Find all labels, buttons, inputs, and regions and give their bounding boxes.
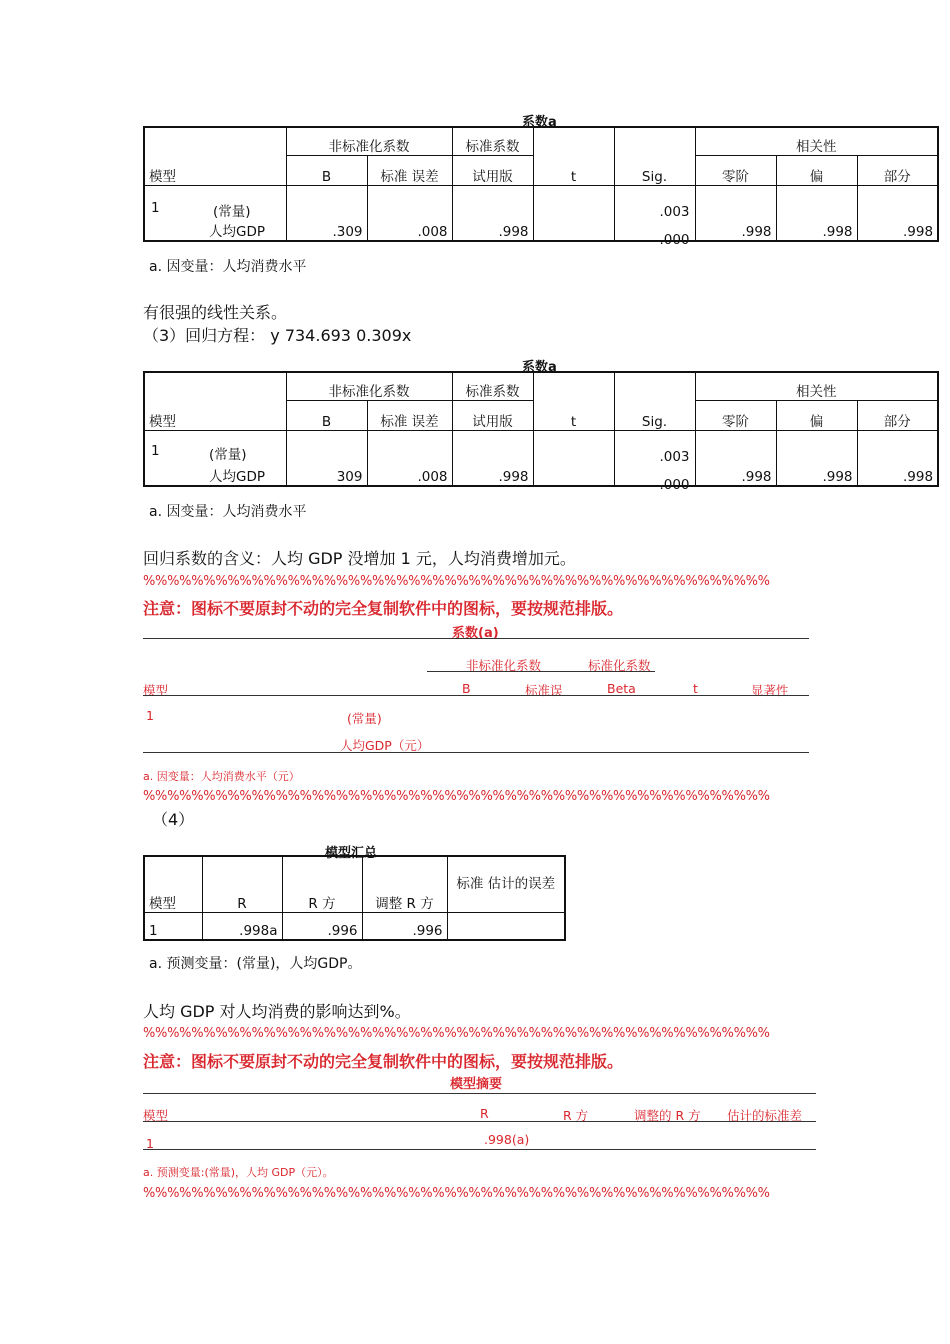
rsummary-h-r2: R 方 xyxy=(563,1108,589,1123)
rcoef-h-std: 标准化系数 xyxy=(588,658,651,673)
rcoef-h-se: 标准误 xyxy=(525,683,563,698)
coef2-partial: .998 xyxy=(776,430,857,486)
coef1-zero: .998 xyxy=(695,185,776,241)
rcoef-span-rule xyxy=(427,671,655,672)
text-part4: （4） xyxy=(152,810,195,829)
coef1-h-sig: Sig. xyxy=(614,127,695,185)
summary-h-adj: 调整 R 方 xyxy=(362,856,447,912)
rcoef-h-beta: Beta xyxy=(607,681,636,696)
coef2-h-t: t xyxy=(533,372,614,430)
coef1-h-b: B xyxy=(286,155,367,185)
coef1-se: .008 xyxy=(367,185,452,241)
rsummary-mid-rule xyxy=(143,1121,816,1122)
coef2-h-model: 模型 xyxy=(144,372,286,430)
summary-h-model: 模型 xyxy=(144,856,202,912)
coef1-h-t: t xyxy=(533,127,614,185)
rsummary-footnote: a. 预测变量:(常量)，人均 GDP（元）。 xyxy=(143,1166,334,1179)
text-linear: 有很强的线性关系。 xyxy=(143,303,288,322)
note-2: 注意：图标不要原封不动的完全复制软件中的图标，要按规范排版。 xyxy=(143,1052,624,1071)
rsummary-top-rule xyxy=(143,1093,816,1094)
coef2-h-beta: 试用版 xyxy=(452,400,533,430)
coef1-sig-cell xyxy=(614,185,695,248)
coef2-se: .008 xyxy=(367,430,452,486)
coef2-h-se: 标准 误差 xyxy=(367,400,452,430)
rsummary-h-r: R xyxy=(480,1106,489,1121)
summary-table xyxy=(143,855,566,941)
coef2-title: 系数a xyxy=(522,360,557,375)
rcoef-h-unstd: 非标准化系数 xyxy=(466,658,542,673)
coef2-h-corr: 相关性 xyxy=(695,372,938,400)
coef1-sig2: .000 xyxy=(659,232,690,248)
text-coef-meaning: 回归系数的含义：人均 GDP 没增加 1 元，人均消费增加元。 xyxy=(143,549,576,568)
coef2-row-label xyxy=(144,430,286,486)
coef1-partial: .998 xyxy=(776,185,857,241)
coef2-h-unstd: 非标准化系数 xyxy=(286,372,452,400)
coef2-sig-cell xyxy=(614,430,695,493)
summary-h-se: 标准 估计的误差 xyxy=(447,856,565,912)
rcoef-row-gdp: 人均GDP（元） xyxy=(340,738,430,753)
rsummary-h-model: 模型 xyxy=(143,1108,169,1123)
coef1-h-zero: 零阶 xyxy=(695,155,776,185)
coef1-t xyxy=(533,185,614,241)
rsummary-r: .998(a) xyxy=(484,1132,530,1147)
text-equation: （3）回归方程： y 734.693 0.309x xyxy=(143,326,412,345)
coef1-row-gdp: 人均GDP xyxy=(209,224,265,240)
summary-adj: .996 xyxy=(362,912,447,940)
coef2-b: 309 xyxy=(286,430,367,486)
coef1-h-part: 部分 xyxy=(857,155,938,185)
summary-footnote: a. 预测变量：(常量)，人均GDP。 xyxy=(149,956,362,972)
coef2-row-gdp: 人均GDP xyxy=(209,469,265,485)
coef1-h-beta: 试用版 xyxy=(452,155,533,185)
rsummary-title: 模型摘要 xyxy=(450,1077,503,1092)
coef2-h-partial: 偏 xyxy=(776,400,857,430)
rcoef-title: 系数(a) xyxy=(452,626,499,641)
rcoef-h-t: t xyxy=(693,681,698,696)
rcoef-mid-rule xyxy=(143,695,809,696)
coef2-table xyxy=(143,371,939,493)
summary-title: 模型汇总 xyxy=(325,846,378,861)
coef2-h-sig: Sig. xyxy=(614,372,695,430)
coef1-h-partial: 偏 xyxy=(776,155,857,185)
percent-line-3: %%%%%%%%%%%%%%%%%%%%%%%%%%%%%%%%%%%%%%%%%%%%%%%%%%%% xyxy=(143,1026,770,1041)
note-1: 注意：图标不要原封不动的完全复制软件中的图标，要按规范排版。 xyxy=(143,599,624,618)
rcoef-footnote: a. 因变量：人均消费水平（元） xyxy=(143,770,300,783)
rcoef-h-model: 模型 xyxy=(143,683,169,698)
coef1-h-corr: 相关性 xyxy=(695,127,938,155)
coef1-beta: .998 xyxy=(452,185,533,241)
coef1-h-se: 标准 误差 xyxy=(367,155,452,185)
coef2-row-model: 1 xyxy=(151,442,160,459)
coef1-h-unstd: 非标准化系数 xyxy=(286,127,452,155)
coef1-row-model: 1 xyxy=(151,199,160,216)
rcoef-top-rule xyxy=(143,638,809,639)
coef1-row-const: (常量) xyxy=(213,203,251,220)
summary-r2: .996 xyxy=(282,912,362,940)
summary-h-r2: R 方 xyxy=(282,856,362,912)
coef2-sig1: .003 xyxy=(659,448,690,465)
coef2-beta: .998 xyxy=(452,430,533,486)
coef1-sig1: .003 xyxy=(659,203,690,220)
rcoef-row-model: 1 xyxy=(146,708,154,723)
text-impact: 人均 GDP 对人均消费的影响达到%。 xyxy=(143,1002,411,1021)
coef2-footnote: a. 因变量：人均消费水平 xyxy=(149,504,307,520)
rcoef-bottom-rule xyxy=(143,752,809,753)
coef2-h-b: B xyxy=(286,400,367,430)
coef1-b: .309 xyxy=(286,185,367,241)
coef2-t xyxy=(533,430,614,486)
coef2-sig2: .000 xyxy=(659,477,690,493)
coef2-h-std: 标准系数 xyxy=(452,372,533,400)
rcoef-h-b: B xyxy=(462,681,471,696)
coef1-part: .998 xyxy=(857,185,938,241)
coef2-zero: .998 xyxy=(695,430,776,486)
summary-row-model: 1 xyxy=(144,912,202,940)
summary-h-r: R xyxy=(202,856,282,912)
rcoef-row-const: (常量) xyxy=(347,711,382,726)
coef2-h-part: 部分 xyxy=(857,400,938,430)
rsummary-h-se: 估计的标准差 xyxy=(727,1108,803,1123)
coef1-footnote: a. 因变量：人均消费水平 xyxy=(149,259,307,275)
coef1-h-model: 模型 xyxy=(144,127,286,185)
summary-se xyxy=(447,912,565,940)
summary-r: .998a xyxy=(202,912,282,940)
coef1-h-std: 标准系数 xyxy=(452,127,533,155)
percent-line-2: %%%%%%%%%%%%%%%%%%%%%%%%%%%%%%%%%%%%%%%%%%%%%%%%%%%% xyxy=(143,789,770,804)
percent-line-1: %%%%%%%%%%%%%%%%%%%%%%%%%%%%%%%%%%%%%%%%%%%%%%%%%%%% xyxy=(143,574,770,589)
coef2-row-const: (常量) xyxy=(209,446,247,463)
coef1-table xyxy=(143,126,939,248)
coef2-h-zero: 零阶 xyxy=(695,400,776,430)
rsummary-bottom-rule xyxy=(143,1149,816,1150)
coef1-row-label xyxy=(144,185,286,241)
rcoef-h-sig: 显著性 xyxy=(751,683,789,698)
rsummary-h-adj: 调整的 R 方 xyxy=(634,1108,701,1123)
percent-line-4: %%%%%%%%%%%%%%%%%%%%%%%%%%%%%%%%%%%%%%%%%%%%%%%%%%%% xyxy=(143,1186,770,1201)
rsummary-row-model: 1 xyxy=(146,1136,154,1151)
coef2-part: .998 xyxy=(857,430,938,486)
coef1-title: 系数a xyxy=(522,115,557,130)
